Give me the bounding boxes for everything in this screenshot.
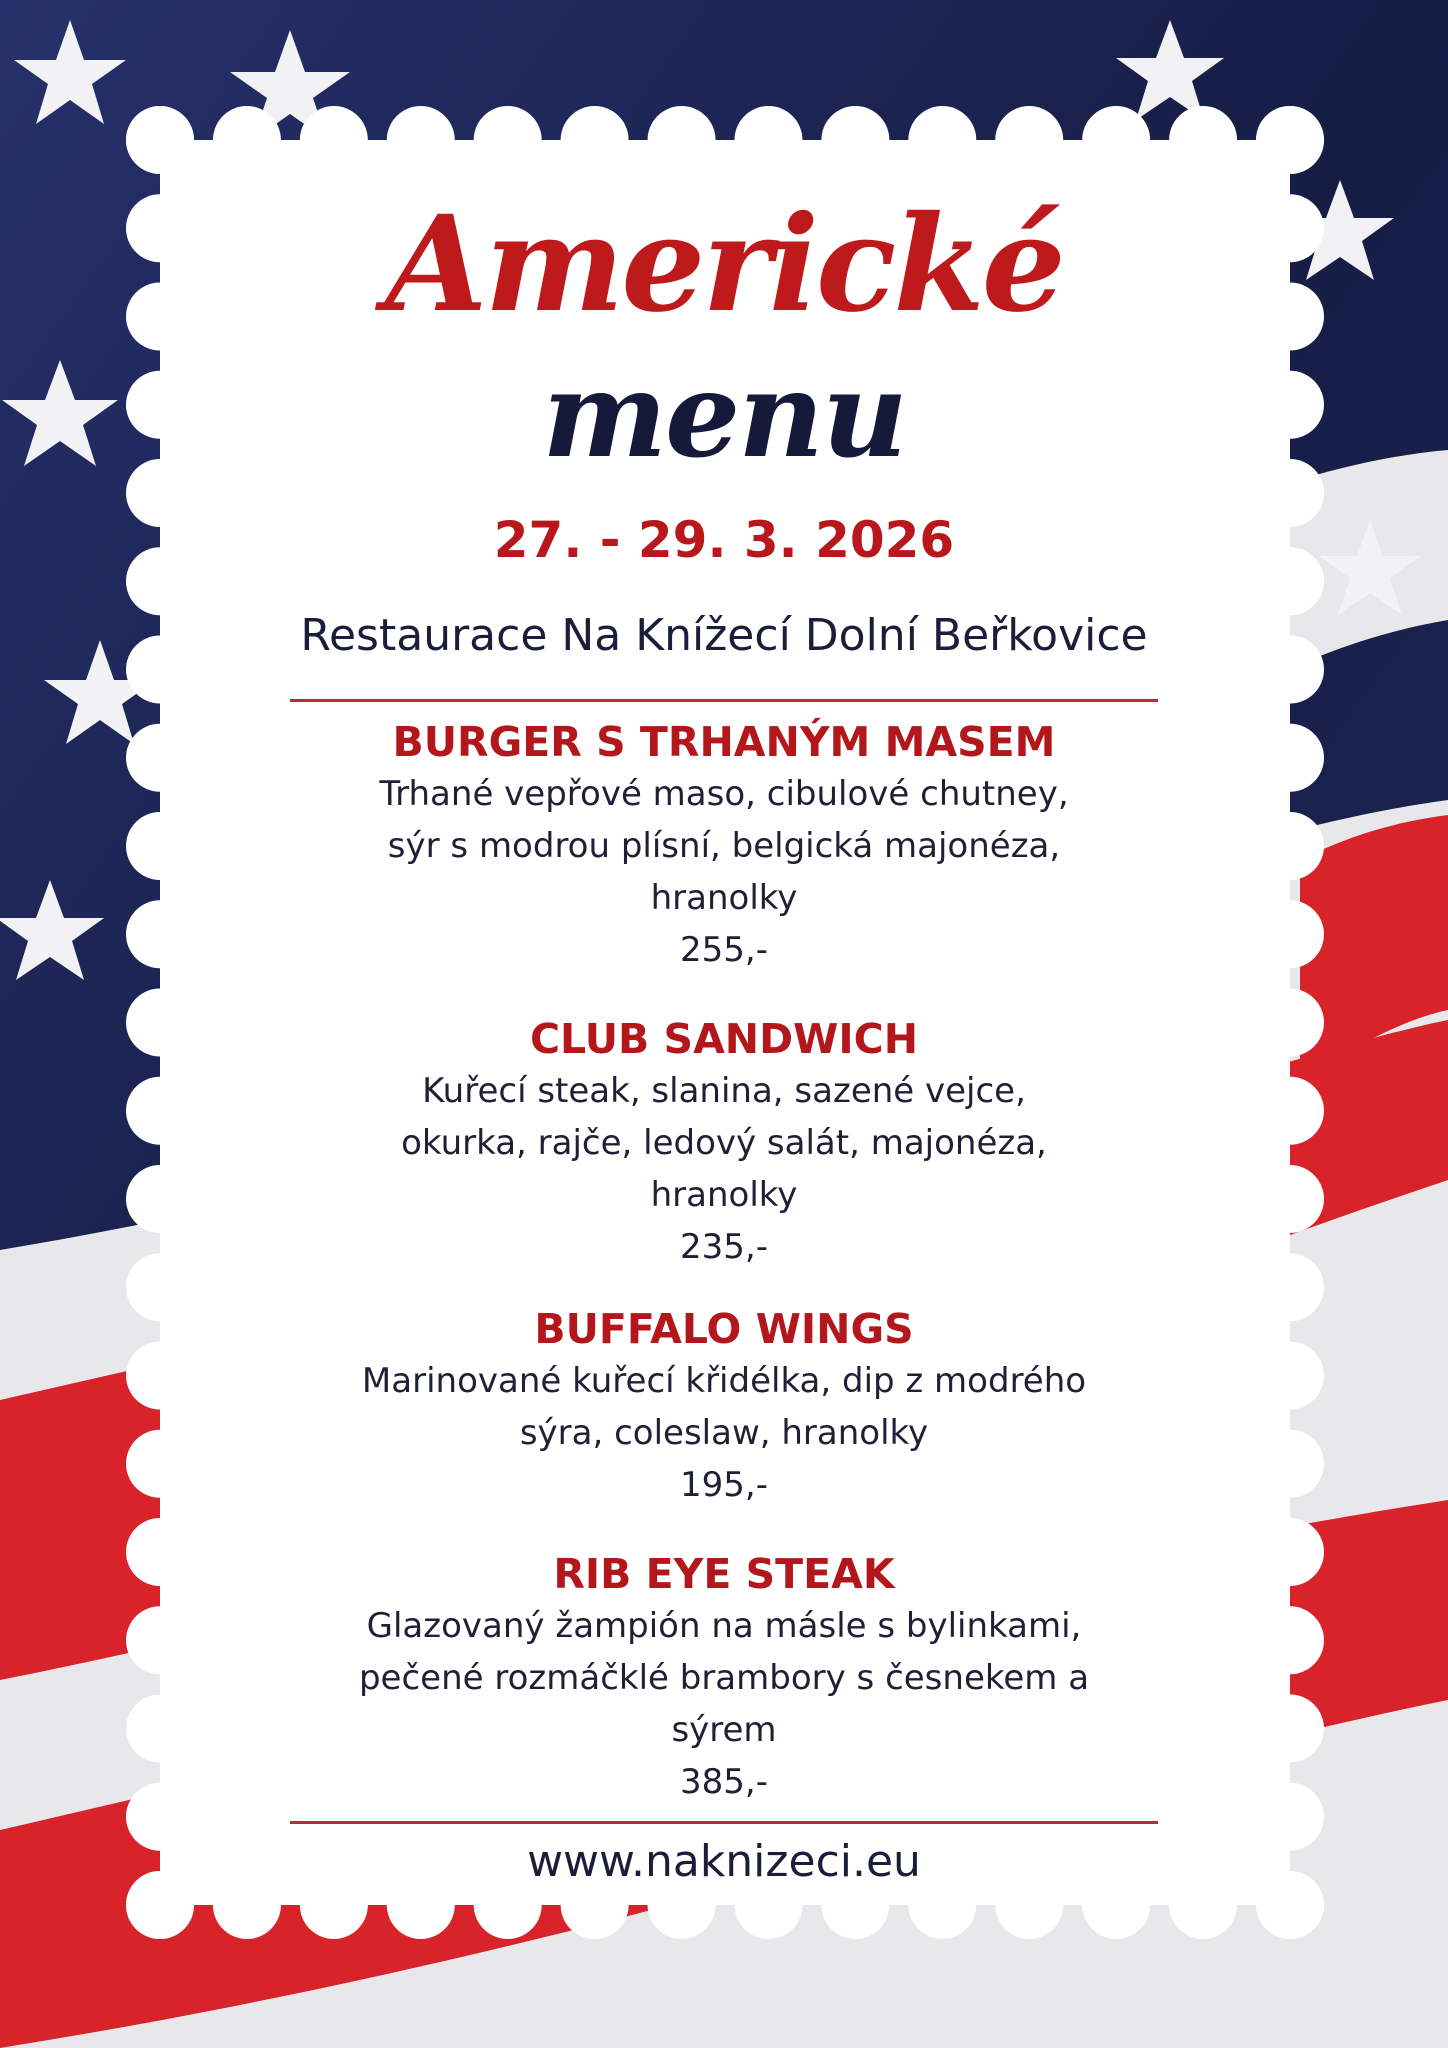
menu-item-description: Kuřecí steak, slanina, sazené vejce, okurka, rajče, ledový salát, majonéza, hranolky	[401, 1071, 1047, 1215]
menu-item-name: RIB EYE STEAK	[553, 1550, 895, 1598]
menu-item-price: 255,-	[680, 930, 768, 970]
divider-top	[290, 699, 1158, 702]
menu-card-content	[250, 187, 1198, 1910]
menu-item-club-sandwich	[250, 1013, 1198, 1273]
menu-item-name: BURGER S TRHANÝM MASEM	[392, 718, 1056, 766]
event-date: 27. - 29. 3. 2026	[493, 511, 955, 569]
menu-item-buffalo-wings	[250, 1303, 1198, 1511]
menu-item-name: BUFFALO WINGS	[534, 1305, 914, 1353]
menu-item-price: 235,-	[680, 1227, 768, 1267]
menu-item-name: CLUB SANDWICH	[529, 1015, 919, 1063]
menu-item-burger	[250, 716, 1198, 976]
menu-title: Americké	[385, 187, 1063, 342]
menu-item-rib-eye-steak	[250, 1548, 1198, 1808]
menu-item-price: 385,-	[680, 1762, 768, 1802]
menu-subtitle: menu	[542, 345, 906, 484]
restaurant-name: Restaurace Na Knížecí Dolní Beřkovice	[300, 610, 1148, 661]
menu-item-price: 195,-	[680, 1465, 768, 1505]
menu-item-description: Trhané vepřové maso, cibulové chutney, sýr s modrou plísní, belgická majonéza, hranolky	[379, 774, 1069, 918]
menu-item-description: Glazovaný žampión na másle s bylinkami, pečené rozmáčklé brambory s česnekem a sýrem	[358, 1606, 1090, 1750]
divider-bottom	[290, 1821, 1158, 1824]
menu-item-description: Marinované kuřecí křidélka, dip z modrého sýra, coleslaw, hranolky	[361, 1361, 1087, 1453]
website-link[interactable]: www.naknizeci.eu	[527, 1836, 921, 1887]
